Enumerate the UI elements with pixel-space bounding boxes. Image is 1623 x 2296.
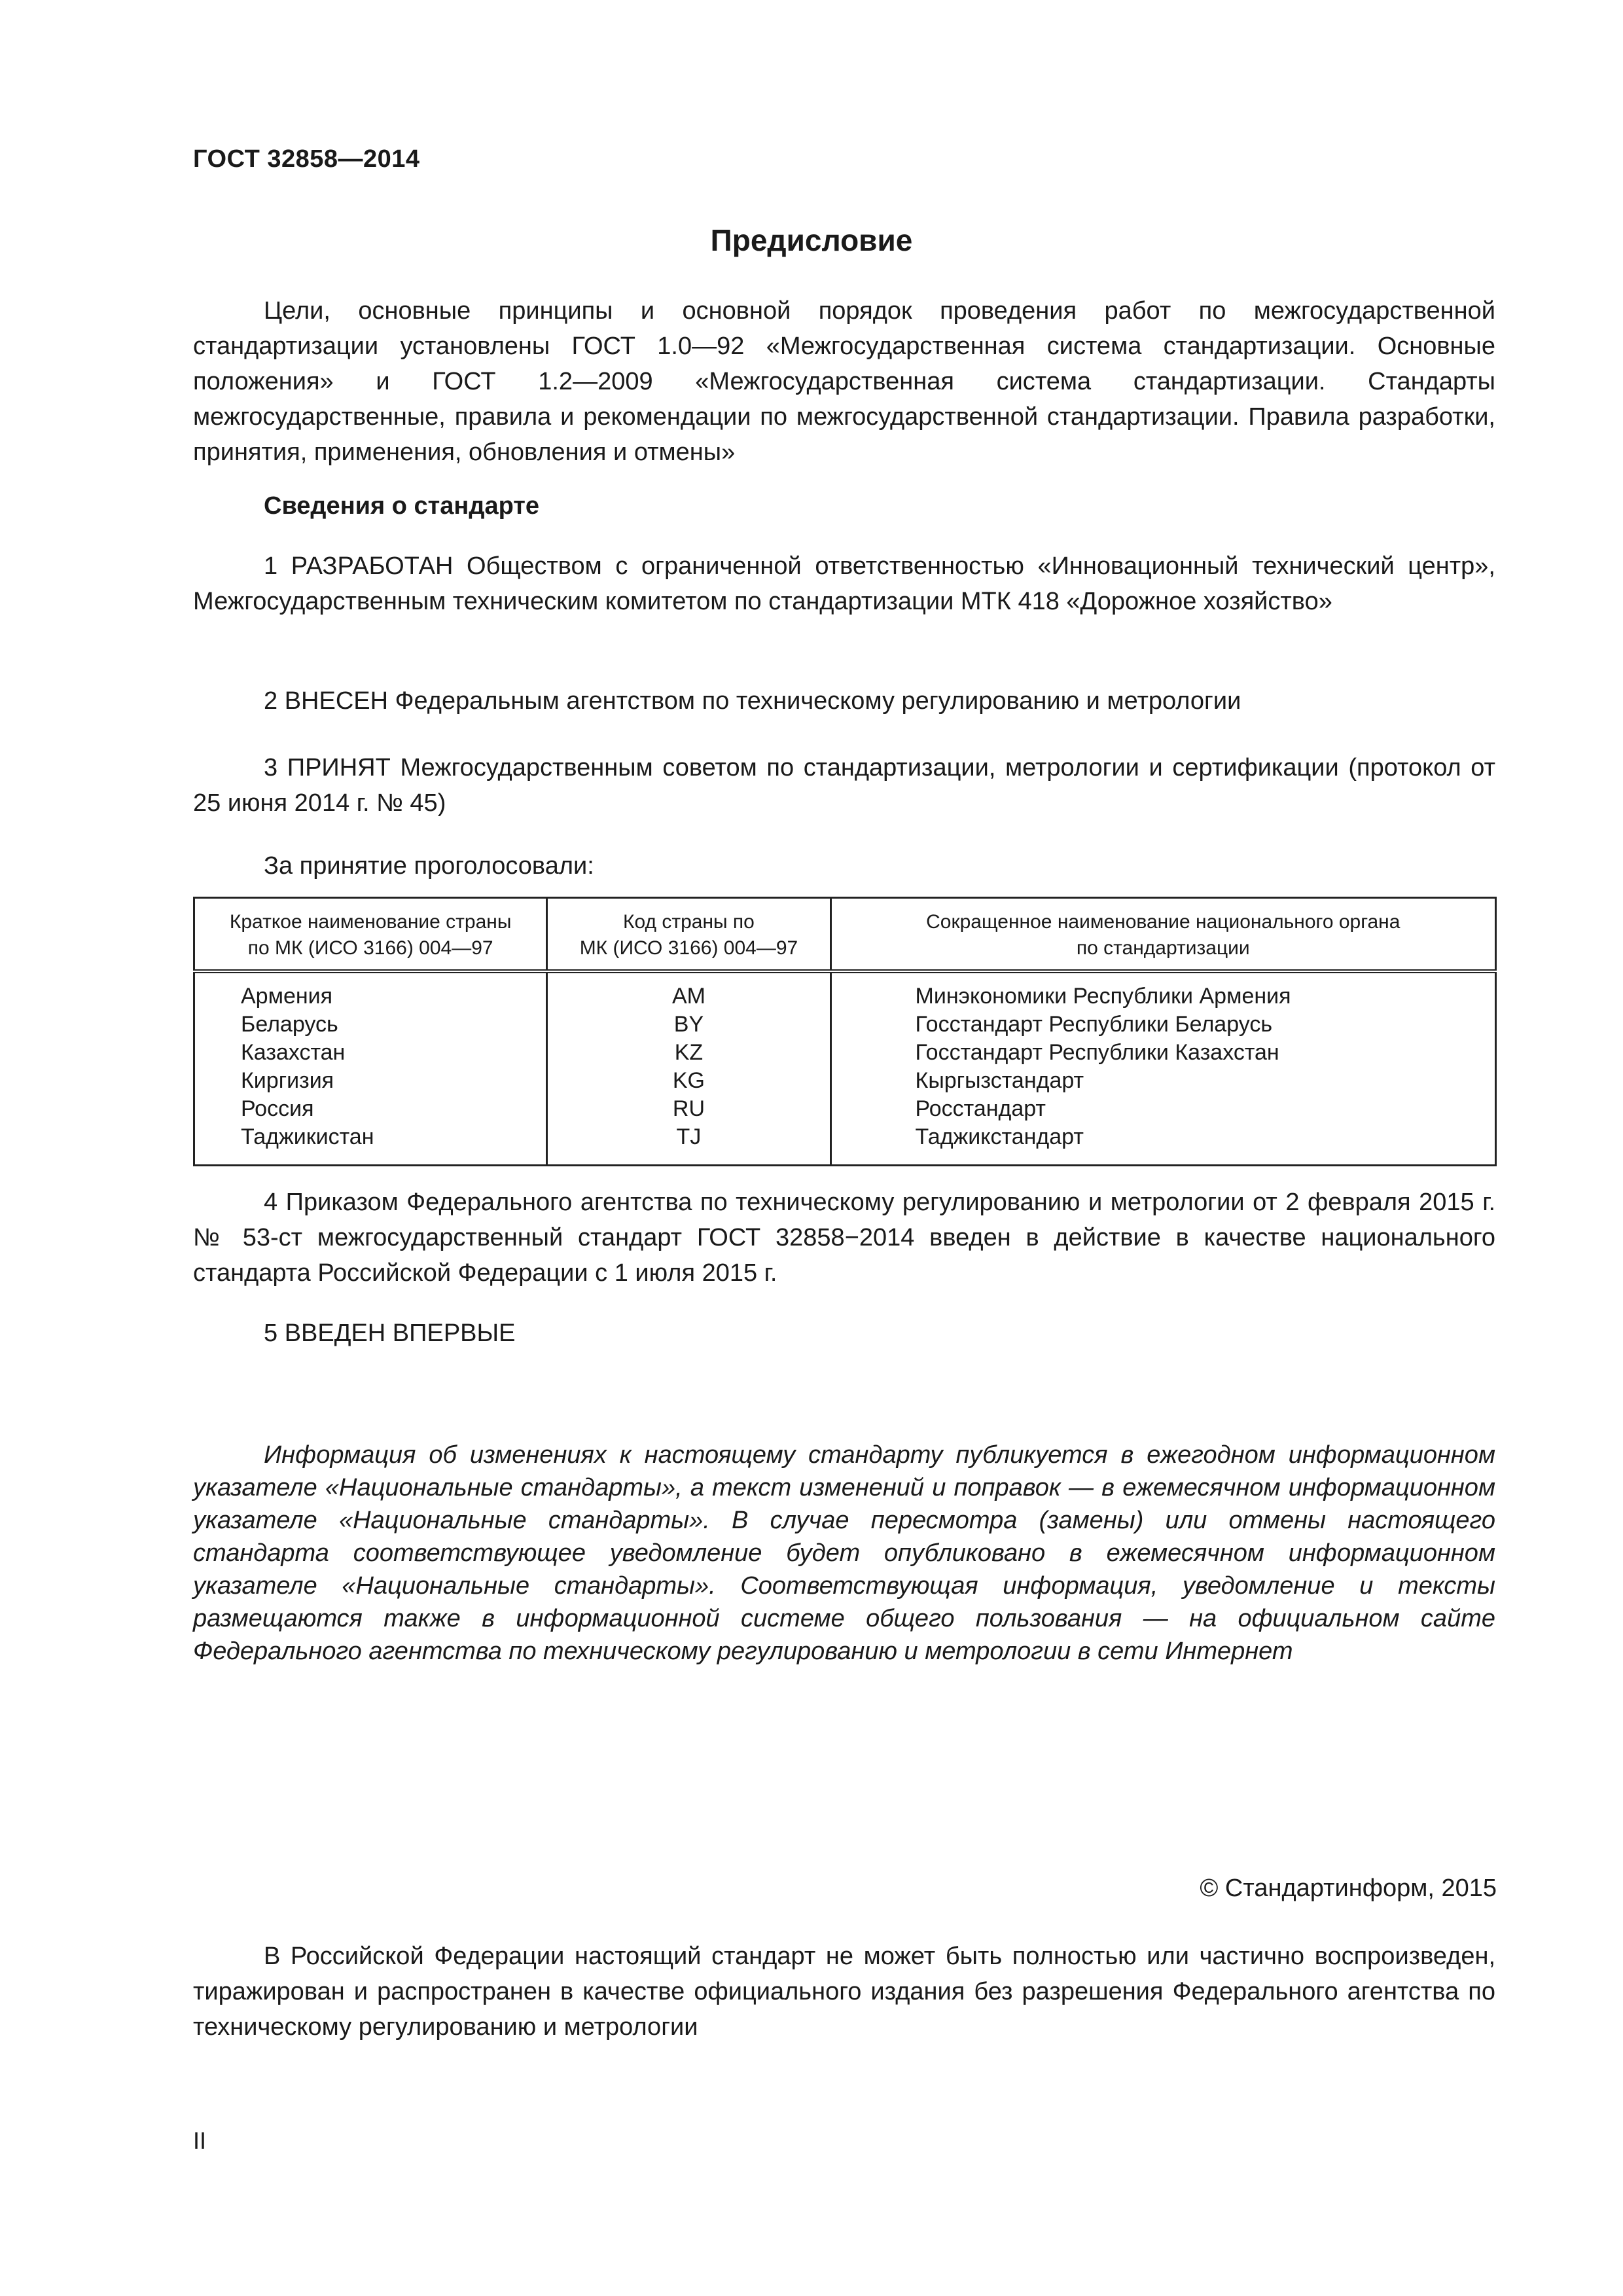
header-country-line1: Краткое наименование страны xyxy=(229,911,512,933)
table-row xyxy=(194,1011,1496,1039)
table-header-row xyxy=(194,898,1496,972)
country-cell: Россия xyxy=(194,1095,547,1123)
country-cell: Таджикистан xyxy=(194,1123,547,1166)
body-cell: Таджикстандарт xyxy=(830,1123,1495,1166)
standard-info-heading: Сведения о стандарте xyxy=(264,492,540,520)
body-cell: Минэкономики Республики Армения xyxy=(830,971,1495,1011)
table-row xyxy=(194,971,1496,1011)
country-cell: Беларусь xyxy=(194,1011,547,1039)
document-number: ГОСТ 32858—2014 xyxy=(193,145,420,173)
item-enacted: 4 Приказом Федерального агентства по техническому регулированию и метрологии от 2 февраля 2015 г. № 53-ст межгосударственный стандарт ГОСТ 32858−2014 введен в действие в качестве национального стандарта Российской Федерации с 1 июля 2015 г. xyxy=(193,1189,1495,1287)
page-title: Предисловие xyxy=(710,223,913,257)
copyright-notice: © Стандартинформ, 2015 xyxy=(1200,1874,1497,1902)
table-row xyxy=(194,1095,1496,1123)
voting-table xyxy=(193,897,1497,1166)
code-cell: TJ xyxy=(547,1123,830,1166)
code-cell: BY xyxy=(547,1011,830,1039)
reproduction-notice: В Российской Федерации настоящий стандарт не может быть полностью или частично воспроизведен, тиражирован и распространен в качестве официального издания без разрешения Федерального агентства по техническому регулированию и метрологии xyxy=(193,1943,1495,2041)
header-body-line2: по стандартизации xyxy=(1076,937,1250,959)
table-row xyxy=(194,1039,1496,1067)
item-adopted: 3 ПРИНЯТ Межгосударственным советом по стандартизации, метрологии и сертификации (протокол от 25 июня 2014 г. № 45) xyxy=(193,754,1495,817)
item-developed: 1 РАЗРАБОТАН Обществом с ограниченной ответственностью «Инновационный технический центр», Межгосударственным техническим комитетом по стандартизации МТК 418 «Дорожное хозяйство» xyxy=(193,552,1495,615)
country-cell: Киргизия xyxy=(194,1067,547,1095)
page-number: II xyxy=(193,2127,207,2154)
header-body-line1: Сокращенное наименование национального органа xyxy=(926,911,1400,933)
body-cell: Госстандарт Республики Казахстан xyxy=(830,1039,1495,1067)
header-code-line1: Код страны по xyxy=(623,911,755,933)
header-country xyxy=(194,898,547,972)
table-row xyxy=(194,1123,1496,1166)
header-body xyxy=(830,898,1495,972)
code-cell: KZ xyxy=(547,1039,830,1067)
intro-paragraph: Цели, основные принципы и основной порядок проведения работ по межгосударственной стандартизации установлены ГОСТ 1.0—92 «Межгосударственная система стандартизации. Основные положения» и ГОСТ 1.2—2009 «Межгосударственная система стандартизации. Стандарты межгосударственные, правила и рекомендации по межгосударственной стандартизации. Правила разработки, принятия, применения, обновления и отмены» xyxy=(193,297,1495,466)
body-cell: Росстандарт xyxy=(830,1095,1495,1123)
header-code xyxy=(547,898,830,972)
header-code-line2: МК (ИСО 3166) 004—97 xyxy=(579,937,798,959)
item-first-introduced: 5 ВВЕДЕН ВПЕРВЫЕ xyxy=(264,1319,516,1347)
header-country-line2: по МК (ИСО 3166) 004—97 xyxy=(247,937,493,959)
changes-info-paragraph: Информация об изменениях к настоящему стандарту публикуется в ежегодном информационном указателе «Национальные стандарты», а текст изменений и поправок — в ежемесячном информационном указателе «Национальные стандарты». В случае пересмотра (замены) или отмены настоящего стандарта соответствующее уведомление будет опубликовано в ежемесячном информационном указателе «Национальные стандарты». Соответствующая информация, уведомление и тексты размещаются также в информационной системе общего пользования — на официальном сайте Федерального агентства по техническому регулированию и метрологии в сети Интернет xyxy=(193,1441,1495,1665)
code-cell: AM xyxy=(547,971,830,1011)
country-cell: Армения xyxy=(194,971,547,1011)
body-cell: Госстандарт Республики Беларусь xyxy=(830,1011,1495,1039)
country-cell: Казахстан xyxy=(194,1039,547,1067)
code-cell: KG xyxy=(547,1067,830,1095)
code-cell: RU xyxy=(547,1095,830,1123)
item-submitted: 2 ВНЕСЕН Федеральным агентством по техническому регулированию и метрологии xyxy=(264,687,1241,715)
body-cell: Кыргызстандарт xyxy=(830,1067,1495,1095)
voted-label: За принятие проголосовали: xyxy=(264,852,594,880)
table-row xyxy=(194,1067,1496,1095)
